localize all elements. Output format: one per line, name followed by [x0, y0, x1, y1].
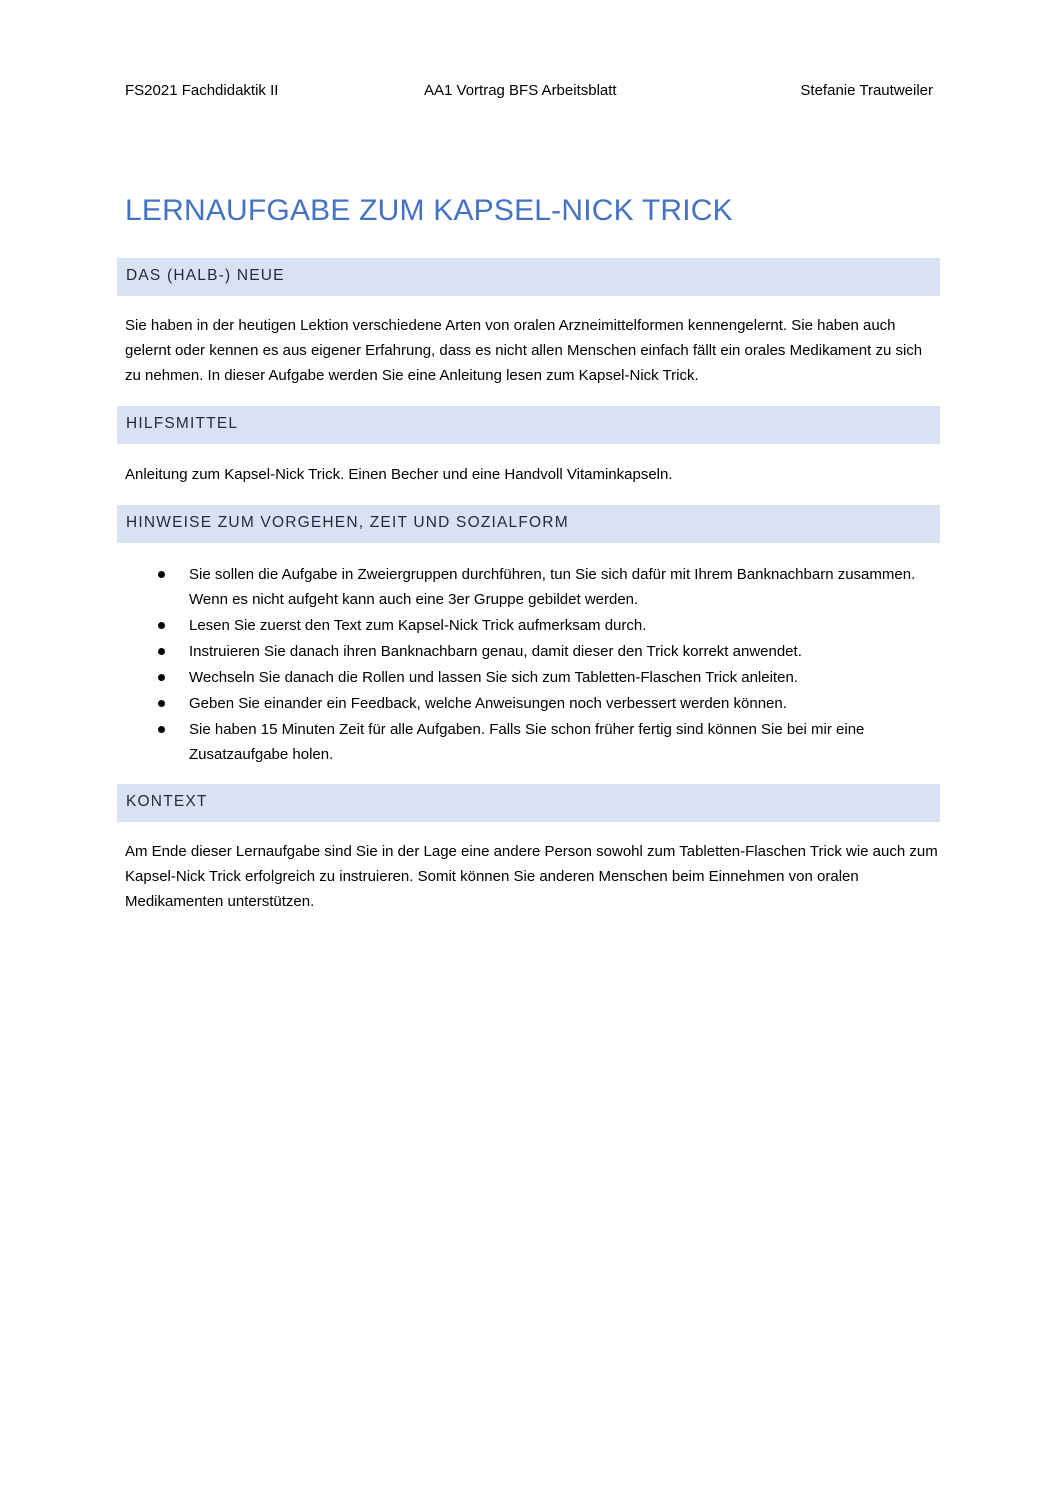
header-author: Stefanie Trautweiler — [800, 82, 933, 99]
bullet-icon — [158, 571, 165, 578]
section-text-hilfsmittel: Anleitung zum Kapsel-Nick Trick. Einen Becher und eine Handvoll Vitaminkapseln. — [125, 466, 673, 483]
header-assignment: AA1 Vortrag BFS Arbeitsblatt — [424, 82, 617, 99]
instruction-list — [125, 562, 940, 768]
list-item-text: Instruieren Sie danach ihren Banknachbarn genau, damit dieser den Trick korrekt anwendet. — [189, 643, 802, 660]
list-item — [125, 717, 940, 767]
list-item — [125, 665, 940, 690]
list-item-text: Wechseln Sie danach die Rollen und lassen Sie sich zum Tabletten-Flaschen Trick anleiten. — [189, 669, 798, 686]
section-heading-hilfsmittel — [117, 406, 940, 444]
section-heading-kontext — [117, 784, 940, 822]
document-title: LERNAUFGABE ZUM KAPSEL-NICK TRICK — [125, 194, 733, 227]
section-heading-label: KONTEXT — [126, 793, 208, 810]
list-item — [125, 562, 940, 612]
bullet-icon — [158, 726, 165, 733]
section-heading-neue — [117, 258, 940, 296]
list-item-text: Lesen Sie zuerst den Text zum Kapsel-Nick Trick aufmerksam durch. — [189, 617, 647, 634]
list-item — [125, 639, 940, 664]
section-heading-label: DAS (HALB-) NEUE — [126, 267, 285, 284]
list-item-text: Geben Sie einander ein Feedback, welche Anweisungen noch verbessert werden können. — [189, 695, 787, 712]
list-item — [125, 613, 940, 638]
section-text-neue: Sie haben in der heutigen Lektion verschiedene Arten von oralen Arzneimittelformen kennengelernt. Sie haben auch gelernt oder kennen es aus eigener Erfahrung, dass es nicht allen Menschen einfach fällt ein orales Medikament zu sich zu nehmen. In dieser Aufgabe werden Sie eine Anleitung lesen zum Kapsel-Nick Trick. — [125, 317, 923, 384]
list-item-text: Sie haben 15 Minuten Zeit für alle Aufgaben. Falls Sie schon früher fertig sind können Sie bei mir eine Zusatzaufgabe holen. — [189, 721, 865, 763]
bullet-icon — [158, 622, 165, 629]
section-heading-label: HINWEISE ZUM VORGEHEN, ZEIT UND SOZIALFORM — [126, 514, 569, 531]
section-heading-label: HILFSMITTEL — [126, 415, 239, 432]
bullet-icon — [158, 648, 165, 655]
bullet-icon — [158, 674, 165, 681]
section-text-kontext: Am Ende dieser Lernaufgabe sind Sie in der Lage eine andere Person sowohl zum Tabletten-Flaschen Trick wie auch zum Kapsel-Nick Trick erfolgreich zu instruieren. Somit können Sie anderen Menschen beim Einnehmen von oralen Medikamenten unterstützen. — [125, 843, 938, 910]
header-course: FS2021 Fachdidaktik II — [125, 82, 279, 99]
list-item-text: Sie sollen die Aufgabe in Zweiergruppen durchführen, tun Sie sich dafür mit Ihrem Banknachbarn zusammen. Wenn es nicht aufgeht kann auch eine 3er Gruppe gebildet werden. — [189, 566, 916, 608]
page-header — [125, 82, 933, 104]
section-heading-hinweise — [117, 505, 940, 543]
list-item — [125, 691, 940, 716]
bullet-icon — [158, 700, 165, 707]
